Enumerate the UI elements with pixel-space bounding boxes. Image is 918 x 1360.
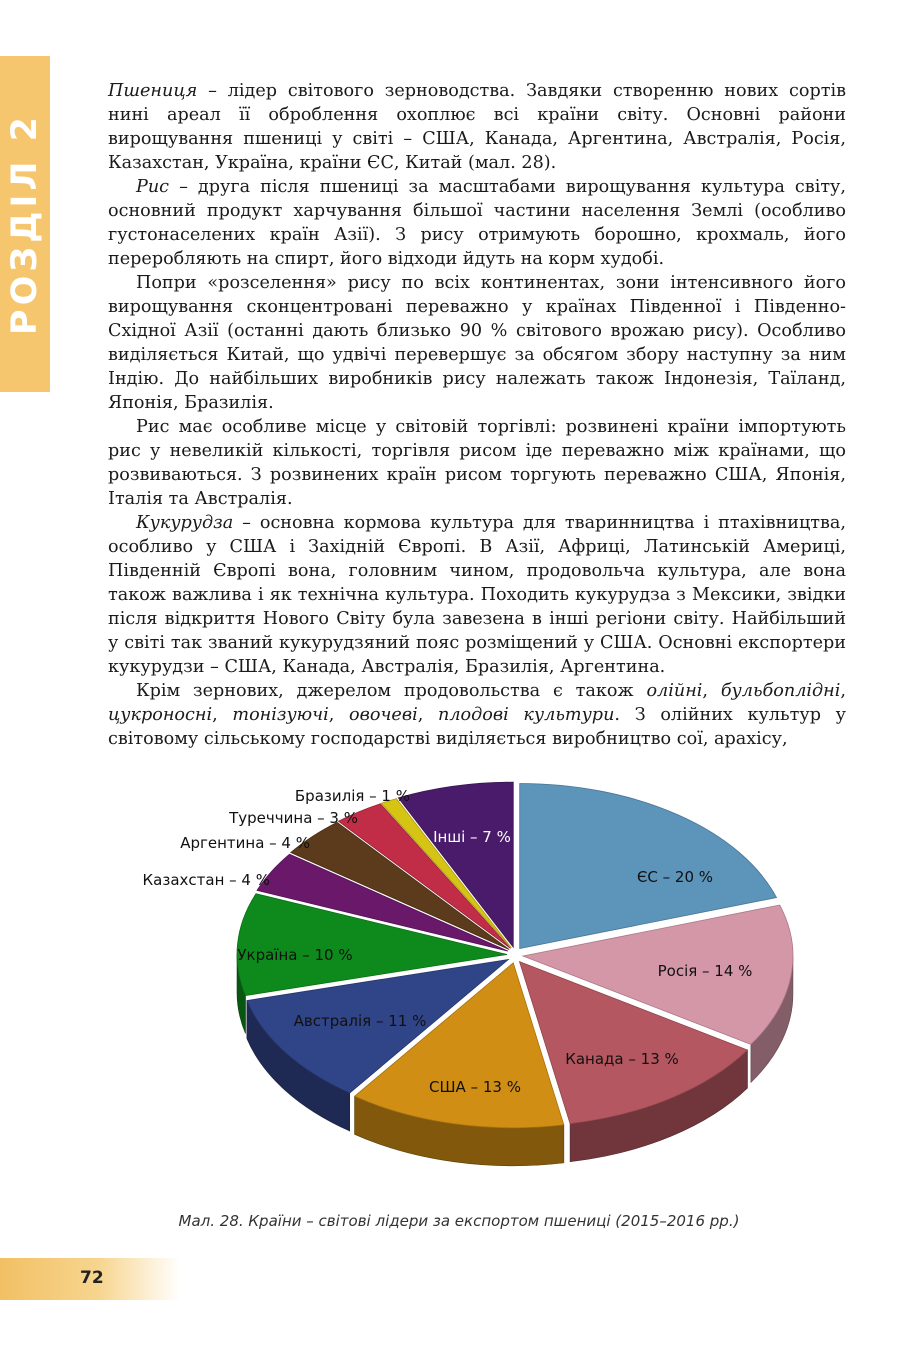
term-fruit-crops: плодові культури — [438, 705, 615, 725]
pie-label-3: США – 13 % — [429, 1078, 521, 1096]
pie-chart — [120, 780, 820, 1200]
sep-5: , — [417, 705, 438, 725]
paragraph-rice-trade — [108, 415, 846, 511]
paragraph-rice-regions — [108, 271, 846, 415]
other-crops-text-2: . З олійних культур у світовому сільському господарстві виділяється виробництво сої, арахісу, — [108, 705, 847, 749]
paragraph-wheat — [108, 79, 846, 175]
pie-chart-svg — [120, 780, 820, 1200]
paragraph-wheat-text: – лідер світового зерноводства. Завдяки створенню нових сортів нині ареал її оброблення охоплює всі країни світу. Основні райони вирощування пшениці у світі – США, Канада, Аргентина, Австралія, Росія, Казахстан, Україна, країни ЄС, Китай (мал. 28). — [108, 81, 846, 173]
figure-caption: Мал. 28. Країни – світові лідери за експортом пшениці (2015–2016 рр.) — [178, 1212, 740, 1230]
other-crops-text-1: Крім зернових, джерелом продовольства є також — [136, 681, 647, 701]
term-sugar-crops: цукроносні — [108, 705, 213, 725]
term-vegetable-crops: овочеві — [349, 705, 418, 725]
sep-4: , — [328, 705, 350, 725]
pie-label-8: Туреччина – 3 % — [229, 809, 358, 827]
page-number: 72 — [80, 1268, 104, 1288]
term-tonic-crops: тонізуючі — [232, 705, 329, 725]
section-tab-label: РОЗДІЛ 2 — [5, 112, 45, 336]
pie-label-2: Канада – 13 % — [565, 1050, 679, 1068]
term-wheat: Пшениця — [108, 81, 198, 101]
sep-2: , — [840, 681, 846, 701]
pie-label-7: Аргентина – 4 % — [180, 834, 310, 852]
paragraph-corn — [108, 511, 846, 679]
pie-label-1: Росія – 14 % — [657, 962, 753, 980]
pie-label-10: Інші – 7 % — [433, 828, 511, 846]
term-corn: Кукурудза — [136, 513, 234, 533]
paragraph-rice — [108, 175, 846, 271]
pie-label-4: Австралія – 11 % — [293, 1012, 427, 1030]
sep-1: , — [702, 681, 721, 701]
body-text — [108, 79, 846, 751]
pie-label-0: ЄС – 20 % — [636, 868, 714, 886]
term-rice: Рис — [136, 177, 170, 197]
pie-label-6: Казахстан – 4 % — [142, 871, 270, 889]
pie-label-5: Україна – 10 % — [237, 946, 353, 964]
pie-label-9: Бразилія – 1 % — [294, 787, 410, 805]
term-tuber-crops: бульбоплідні — [720, 681, 841, 701]
paragraph-corn-text: – основна кормова культура для тваринництва і птахівництва, особливо у США і Західній Європі. В Азії, Африці, Латинській Америці, Південній Європі вона, головним чином, продовольча культура, але вона також важлива і як технічна культура. Походить кукурудза з Мексики, звідки після відкриття Нового Світу була завезена в інші регіони світу. Найбільший у світі так званий кукурудзяний пояс розміщений у США. Основні експортери кукурудзи – США, Канада, Австралія, Бразилія, Аргентина. — [108, 513, 846, 677]
paragraph-rice-text: – друга після пшениці за масштабами вирощування культура світу, основний продукт харчування більшої частини населення Землі (особливо густонаселених країн Азії). З рису отримують борошно, крохмаль, його переробляють на спирт, його відходи йдуть на корм худобі. — [108, 177, 846, 269]
section-tab — [0, 56, 50, 392]
sep-3: , — [212, 705, 233, 725]
paragraph-rice-trade-text: Рис має особливе місце у світовій торгівлі: розвинені країни імпортують рис у невеликій кількості, торгівля рисом іде переважно між країнами, що розвиваються. З розвинених країн рисом торгують переважно США, Японія, Італія та Австралія. — [108, 417, 846, 509]
term-oil-crops: олійні — [646, 681, 703, 701]
paragraph-rice-regions-text: Попри «розселення» рису по всіх континентах, зони інтенсивного його вирощування сконцентровані переважно у країнах Південної і Південно-Східної Азії (останні дають близько 90 % світового врожаю рису). Особливо виділяється Китай, що удвічі перевершує за обсягом збору наступну за ним Індію. До найбільших виробників рису належать також Індонезія, Таїланд, Японія, Бразилія. — [108, 273, 846, 413]
paragraph-other-crops — [108, 679, 846, 751]
